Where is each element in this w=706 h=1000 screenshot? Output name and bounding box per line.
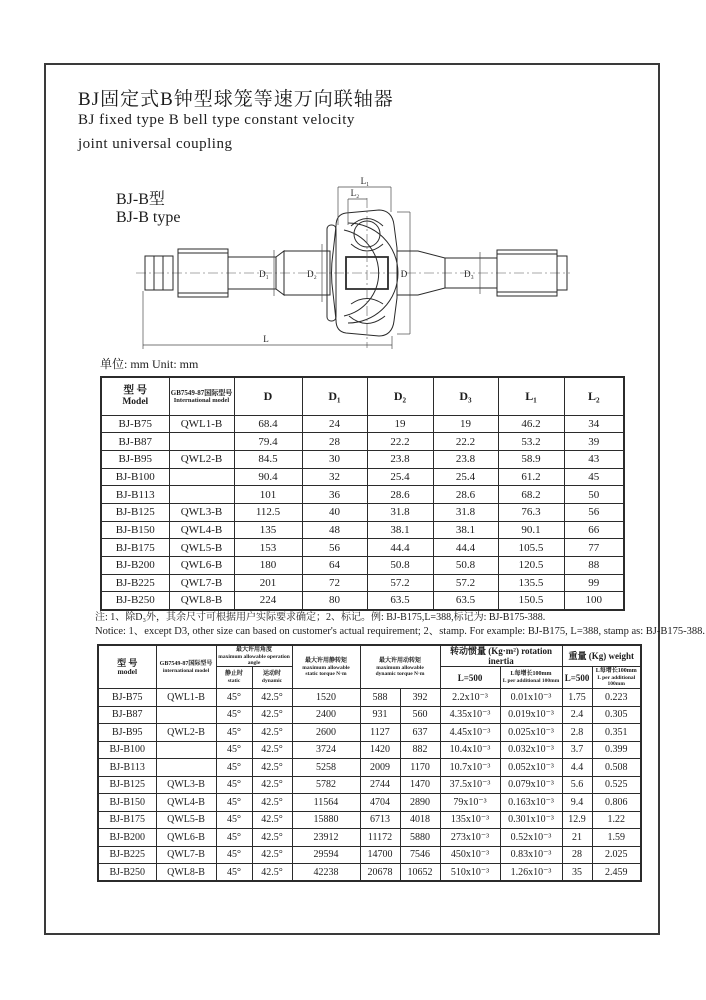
- table-cell: 4018: [400, 811, 440, 829]
- table-cell: 392: [400, 689, 440, 707]
- table-cell: 135: [234, 521, 302, 539]
- table-cell: BJ-B150: [98, 794, 156, 812]
- table-cell: 4.35x10⁻³: [440, 706, 500, 724]
- table-cell: 32: [302, 468, 367, 486]
- table-cell: BJ-B87: [101, 433, 169, 451]
- table-cell: 57.2: [433, 574, 498, 592]
- table-cell: BJ-B175: [101, 539, 169, 557]
- table-cell: 23.8: [367, 450, 433, 468]
- table-cell: QWL5-B: [156, 811, 216, 829]
- dimensions-table-header-row: [101, 377, 624, 415]
- table-cell: BJ-B75: [101, 415, 169, 433]
- table-cell: 28.6: [367, 486, 433, 504]
- table-cell: 11564: [292, 794, 360, 812]
- table-cell: 11172: [360, 829, 400, 847]
- table-cell: 58.9: [498, 450, 564, 468]
- table-cell: QWL1-B: [156, 689, 216, 707]
- table-cell: 34: [564, 415, 624, 433]
- table-cell: 5782: [292, 776, 360, 794]
- table-cell: 45°: [216, 759, 252, 777]
- table-cell: 22.2: [367, 433, 433, 451]
- table-cell: 45°: [216, 794, 252, 812]
- table-cell: 2.8: [562, 724, 592, 742]
- table-cell: 44.4: [367, 539, 433, 557]
- table-cell: 2.025: [592, 846, 641, 864]
- l1-dimension-label: L₁: [360, 176, 370, 186]
- table-cell: BJ-B113: [101, 486, 169, 504]
- table-cell: BJ-B200: [101, 557, 169, 575]
- dimensions-table: [100, 376, 625, 611]
- header-max-angle: 最大许用角度 maximum allowable operation angle: [216, 645, 292, 667]
- table-cell: 510x10⁻³: [440, 864, 500, 882]
- header-d: D: [234, 377, 302, 415]
- table-cell: 25.4: [367, 468, 433, 486]
- table-cell: 45°: [216, 741, 252, 759]
- table-cell: 12.9: [562, 811, 592, 829]
- table-cell: 1.75: [562, 689, 592, 707]
- table-cell: 19: [433, 415, 498, 433]
- table-row: [101, 450, 624, 468]
- table-row: [101, 592, 624, 610]
- table-cell: 21: [562, 829, 592, 847]
- table-cell: 1170: [400, 759, 440, 777]
- table-cell: 28.6: [433, 486, 498, 504]
- table-cell: 3.7: [562, 741, 592, 759]
- table-cell: BJ-B175: [98, 811, 156, 829]
- table-cell: 2400: [292, 706, 360, 724]
- table-cell: [156, 706, 216, 724]
- table-cell: 19: [367, 415, 433, 433]
- table-cell: QWL6-B: [156, 829, 216, 847]
- table-cell: 5258: [292, 759, 360, 777]
- table-cell: 15880: [292, 811, 360, 829]
- table-cell: 63.5: [367, 592, 433, 610]
- table-cell: BJ-B75: [98, 689, 156, 707]
- notes-block: [95, 611, 705, 639]
- table-cell: 45°: [216, 846, 252, 864]
- d3-dimension-label: D₃: [464, 269, 474, 279]
- table-cell: 10.7x10⁻³: [440, 759, 500, 777]
- table-row: [98, 724, 641, 742]
- table-cell: 45°: [216, 811, 252, 829]
- table-cell: 50.8: [367, 557, 433, 575]
- table-cell: 0.032x10⁻³: [500, 741, 562, 759]
- table-cell: 48: [302, 521, 367, 539]
- table-cell: 224: [234, 592, 302, 610]
- table-cell: 61.2: [498, 468, 564, 486]
- table-cell: 201: [234, 574, 302, 592]
- table-cell: 25.4: [433, 468, 498, 486]
- specs-table-body: [98, 689, 641, 882]
- table-cell: 56: [302, 539, 367, 557]
- table-cell: 66: [564, 521, 624, 539]
- table-cell: 5880: [400, 829, 440, 847]
- table-row: [101, 521, 624, 539]
- table-cell: 1.59: [592, 829, 641, 847]
- table-cell: 0.223: [592, 689, 641, 707]
- table-cell: 0.351: [592, 724, 641, 742]
- technical-drawing: [108, 168, 578, 358]
- d-dimension-label: D: [400, 269, 408, 279]
- table-cell: 0.301x10⁻³: [500, 811, 562, 829]
- table-cell: QWL7-B: [156, 846, 216, 864]
- table-row: [101, 557, 624, 575]
- header-inertia-per100: L每增长100mm L per additional 100mm: [500, 667, 562, 689]
- specs-table: [97, 644, 642, 882]
- table-cell: 112.5: [234, 503, 302, 521]
- table-cell: 20678: [360, 864, 400, 882]
- table-cell: 68.4: [234, 415, 302, 433]
- table-cell: 10.4x10⁻³: [440, 741, 500, 759]
- table-cell: 50.8: [433, 557, 498, 575]
- table-cell: 0.163x10⁻³: [500, 794, 562, 812]
- table-cell: QWL1-B: [169, 415, 234, 433]
- table-cell: 0.508: [592, 759, 641, 777]
- table-cell: 0.019x10⁻³: [500, 706, 562, 724]
- header-l1: L₁: [498, 377, 564, 415]
- header-international-model: GB7549-87国际型号 international model: [156, 645, 216, 689]
- l1-dimension: [338, 176, 391, 225]
- table-cell: 42.5°: [252, 794, 292, 812]
- table-cell: 42.5°: [252, 689, 292, 707]
- unit-label: 单位: mm Unit: mm: [100, 357, 199, 371]
- table-cell: 45°: [216, 829, 252, 847]
- table-cell: 588: [360, 689, 400, 707]
- table-cell: 150.5: [498, 592, 564, 610]
- table-cell: 0.806: [592, 794, 641, 812]
- table-cell: 36: [302, 486, 367, 504]
- type-label-chinese: BJ-B型: [116, 191, 165, 208]
- table-row: [98, 689, 641, 707]
- dimensions-table-body: [101, 415, 624, 610]
- table-cell: 68.2: [498, 486, 564, 504]
- header-d2: D₂: [367, 377, 433, 415]
- table-cell: 56: [564, 503, 624, 521]
- table-cell: 23.8: [433, 450, 498, 468]
- table-cell: 79x10⁻³: [440, 794, 500, 812]
- page-title-chinese: BJ固定式B钟型球笼等速万向联轴器: [78, 89, 394, 110]
- table-cell: 42.5°: [252, 846, 292, 864]
- table-cell: 23912: [292, 829, 360, 847]
- l2-dimension: [348, 188, 367, 225]
- table-cell: 2.459: [592, 864, 641, 882]
- type-label-english: BJ-B type: [116, 209, 181, 226]
- header-d1: D₁: [302, 377, 367, 415]
- table-cell: 2.2x10⁻³: [440, 689, 500, 707]
- table-cell: 43: [564, 450, 624, 468]
- table-cell: 6713: [360, 811, 400, 829]
- table-row: [101, 574, 624, 592]
- table-cell: 14700: [360, 846, 400, 864]
- table-cell: 38.1: [367, 521, 433, 539]
- table-cell: 42.5°: [252, 724, 292, 742]
- table-cell: BJ-B100: [101, 468, 169, 486]
- table-cell: QWL6-B: [169, 557, 234, 575]
- table-cell: 30: [302, 450, 367, 468]
- d2-dimension-label: D₂: [307, 269, 317, 279]
- table-cell: 79.4: [234, 433, 302, 451]
- table-cell: BJ-B150: [101, 521, 169, 539]
- table-cell: 2600: [292, 724, 360, 742]
- table-cell: 45°: [216, 706, 252, 724]
- table-cell: BJ-B95: [101, 450, 169, 468]
- table-cell: [169, 433, 234, 451]
- table-cell: 120.5: [498, 557, 564, 575]
- table-cell: 46.2: [498, 415, 564, 433]
- table-cell: QWL7-B: [169, 574, 234, 592]
- table-cell: 42.5°: [252, 829, 292, 847]
- table-cell: QWL3-B: [169, 503, 234, 521]
- table-cell: 64: [302, 557, 367, 575]
- table-row: [101, 539, 624, 557]
- table-cell: 7546: [400, 846, 440, 864]
- table-cell: 57.2: [367, 574, 433, 592]
- table-cell: BJ-B125: [98, 776, 156, 794]
- table-cell: BJ-B225: [101, 574, 169, 592]
- header-d3: D₃: [433, 377, 498, 415]
- table-cell: 10652: [400, 864, 440, 882]
- table-cell: 0.83x10⁻³: [500, 846, 562, 864]
- header-l2: L₂: [564, 377, 624, 415]
- table-cell: 31.8: [367, 503, 433, 521]
- table-cell: [156, 741, 216, 759]
- table-cell: 39: [564, 433, 624, 451]
- table-row: [98, 811, 641, 829]
- table-row: [98, 706, 641, 724]
- header-weight-l500: L=500: [562, 667, 592, 689]
- table-row: [101, 486, 624, 504]
- table-cell: 2009: [360, 759, 400, 777]
- table-cell: BJ-B225: [98, 846, 156, 864]
- note-chinese: 注: 1、除D₃外，其余尺寸可根据用户实际要求确定；2、标记。例: BJ-B175,L=388,标记为: BJ-B175-388.: [95, 612, 546, 623]
- table-row: [101, 415, 624, 433]
- table-cell: 0.01x10⁻³: [500, 689, 562, 707]
- header-international-model: GB7549-87国际型号 International model: [169, 377, 234, 415]
- table-cell: 4.45x10⁻³: [440, 724, 500, 742]
- table-row: [98, 794, 641, 812]
- table-row: [98, 741, 641, 759]
- header-static-torque: 最大许用静转矩 maximum allowable static torque N·m: [292, 645, 360, 689]
- table-cell: 42.5°: [252, 864, 292, 882]
- table-cell: 0.052x10⁻³: [500, 759, 562, 777]
- table-cell: 273x10⁻³: [440, 829, 500, 847]
- table-cell: 38.1: [433, 521, 498, 539]
- table-cell: [169, 486, 234, 504]
- table-cell: 1127: [360, 724, 400, 742]
- table-cell: 0.305: [592, 706, 641, 724]
- table-cell: QWL8-B: [169, 592, 234, 610]
- table-cell: 45: [564, 468, 624, 486]
- table-cell: BJ-B100: [98, 741, 156, 759]
- header-model: 型 号 model: [98, 645, 156, 689]
- note-english: Notice: 1、except D3, other size can based on customer's actual requirement; 2、stamp. For example: BJ-B175, L=388, stamp as: BJ-B175-388.: [95, 626, 705, 637]
- table-cell: [169, 468, 234, 486]
- page-title-english-line1: BJ fixed type B bell type constant velocity: [78, 112, 355, 128]
- header-angle-static: 静止时 static: [216, 667, 252, 689]
- table-cell: 100: [564, 592, 624, 610]
- table-cell: 42.5°: [252, 759, 292, 777]
- page-title-english-line2: joint universal coupling: [78, 136, 233, 152]
- table-cell: 135x10⁻³: [440, 811, 500, 829]
- table-cell: 77: [564, 539, 624, 557]
- table-cell: 45°: [216, 689, 252, 707]
- table-cell: 42.5°: [252, 776, 292, 794]
- table-cell: 24: [302, 415, 367, 433]
- specs-table-header-row1: [98, 645, 641, 667]
- table-cell: 80: [302, 592, 367, 610]
- table-cell: BJ-B87: [98, 706, 156, 724]
- table-cell: BJ-B113: [98, 759, 156, 777]
- table-cell: 28: [562, 846, 592, 864]
- table-cell: QWL3-B: [156, 776, 216, 794]
- table-cell: 1.22: [592, 811, 641, 829]
- table-cell: BJ-B200: [98, 829, 156, 847]
- header-weight: 重量 (Kg) weight: [562, 645, 641, 667]
- table-cell: 42.5°: [252, 706, 292, 724]
- table-cell: 45°: [216, 776, 252, 794]
- table-cell: 99: [564, 574, 624, 592]
- table-row: [98, 759, 641, 777]
- table-cell: BJ-B250: [98, 864, 156, 882]
- table-row: [101, 503, 624, 521]
- table-cell: 42238: [292, 864, 360, 882]
- table-cell: 28: [302, 433, 367, 451]
- table-cell: 2.4: [562, 706, 592, 724]
- header-dynamic-torque: 最大许用动转矩 maximum allowable dynamic torque N·m: [360, 645, 440, 689]
- table-row: [101, 433, 624, 451]
- table-cell: 42.5°: [252, 811, 292, 829]
- table-cell: [156, 759, 216, 777]
- table-cell: QWL8-B: [156, 864, 216, 882]
- table-cell: 53.2: [498, 433, 564, 451]
- table-cell: 31.8: [433, 503, 498, 521]
- d1-dimension-label: D₁: [259, 269, 269, 279]
- table-cell: 1520: [292, 689, 360, 707]
- table-cell: 35: [562, 864, 592, 882]
- table-cell: BJ-B95: [98, 724, 156, 742]
- l-dimension-label: L: [263, 334, 269, 344]
- table-cell: QWL2-B: [156, 724, 216, 742]
- table-row: [101, 468, 624, 486]
- table-row: [98, 846, 641, 864]
- header-angle-dynamic: 运动时 dynamic: [252, 667, 292, 689]
- table-cell: 90.4: [234, 468, 302, 486]
- table-cell: 90.1: [498, 521, 564, 539]
- table-cell: 101: [234, 486, 302, 504]
- header-rotation-inertia: 转动惯量 (Kg·m²) rotation inertia: [440, 645, 562, 667]
- table-cell: QWL4-B: [156, 794, 216, 812]
- table-cell: 0.025x10⁻³: [500, 724, 562, 742]
- table-cell: 180: [234, 557, 302, 575]
- table-cell: 88: [564, 557, 624, 575]
- table-cell: 50: [564, 486, 624, 504]
- table-cell: 42.5°: [252, 741, 292, 759]
- table-cell: 105.5: [498, 539, 564, 557]
- table-cell: 44.4: [433, 539, 498, 557]
- table-cell: 22.2: [433, 433, 498, 451]
- table-cell: 4.4: [562, 759, 592, 777]
- table-cell: 1420: [360, 741, 400, 759]
- table-cell: QWL2-B: [169, 450, 234, 468]
- table-cell: 560: [400, 706, 440, 724]
- table-cell: 29594: [292, 846, 360, 864]
- header-inertia-l500: L=500: [440, 667, 500, 689]
- table-cell: 637: [400, 724, 440, 742]
- table-row: [98, 776, 641, 794]
- table-cell: 1470: [400, 776, 440, 794]
- table-cell: 2890: [400, 794, 440, 812]
- table-cell: 1.26x10⁻³: [500, 864, 562, 882]
- table-cell: 5.6: [562, 776, 592, 794]
- table-cell: 40: [302, 503, 367, 521]
- table-cell: 3724: [292, 741, 360, 759]
- table-cell: 45°: [216, 724, 252, 742]
- table-cell: QWL4-B: [169, 521, 234, 539]
- table-cell: 882: [400, 741, 440, 759]
- table-row: [98, 864, 641, 882]
- table-cell: 135.5: [498, 574, 564, 592]
- table-cell: 2744: [360, 776, 400, 794]
- table-cell: QWL5-B: [169, 539, 234, 557]
- header-weight-per100: L每增长100mm L per additional 100mm: [592, 667, 641, 689]
- table-cell: 45°: [216, 864, 252, 882]
- table-cell: 72: [302, 574, 367, 592]
- table-cell: 931: [360, 706, 400, 724]
- header-model: 型 号 Model: [101, 377, 169, 415]
- table-cell: 37.5x10⁻³: [440, 776, 500, 794]
- table-cell: 0.525: [592, 776, 641, 794]
- table-cell: 153: [234, 539, 302, 557]
- table-row: [98, 829, 641, 847]
- table-cell: 4704: [360, 794, 400, 812]
- table-cell: BJ-B250: [101, 592, 169, 610]
- table-cell: 84.5: [234, 450, 302, 468]
- table-cell: 0.52x10⁻³: [500, 829, 562, 847]
- table-cell: 9.4: [562, 794, 592, 812]
- l2-dimension-label: L₂: [350, 188, 360, 198]
- table-cell: 76.3: [498, 503, 564, 521]
- table-cell: BJ-B125: [101, 503, 169, 521]
- table-cell: 450x10⁻³: [440, 846, 500, 864]
- table-cell: 63.5: [433, 592, 498, 610]
- table-cell: 0.079x10⁻³: [500, 776, 562, 794]
- table-cell: 0.399: [592, 741, 641, 759]
